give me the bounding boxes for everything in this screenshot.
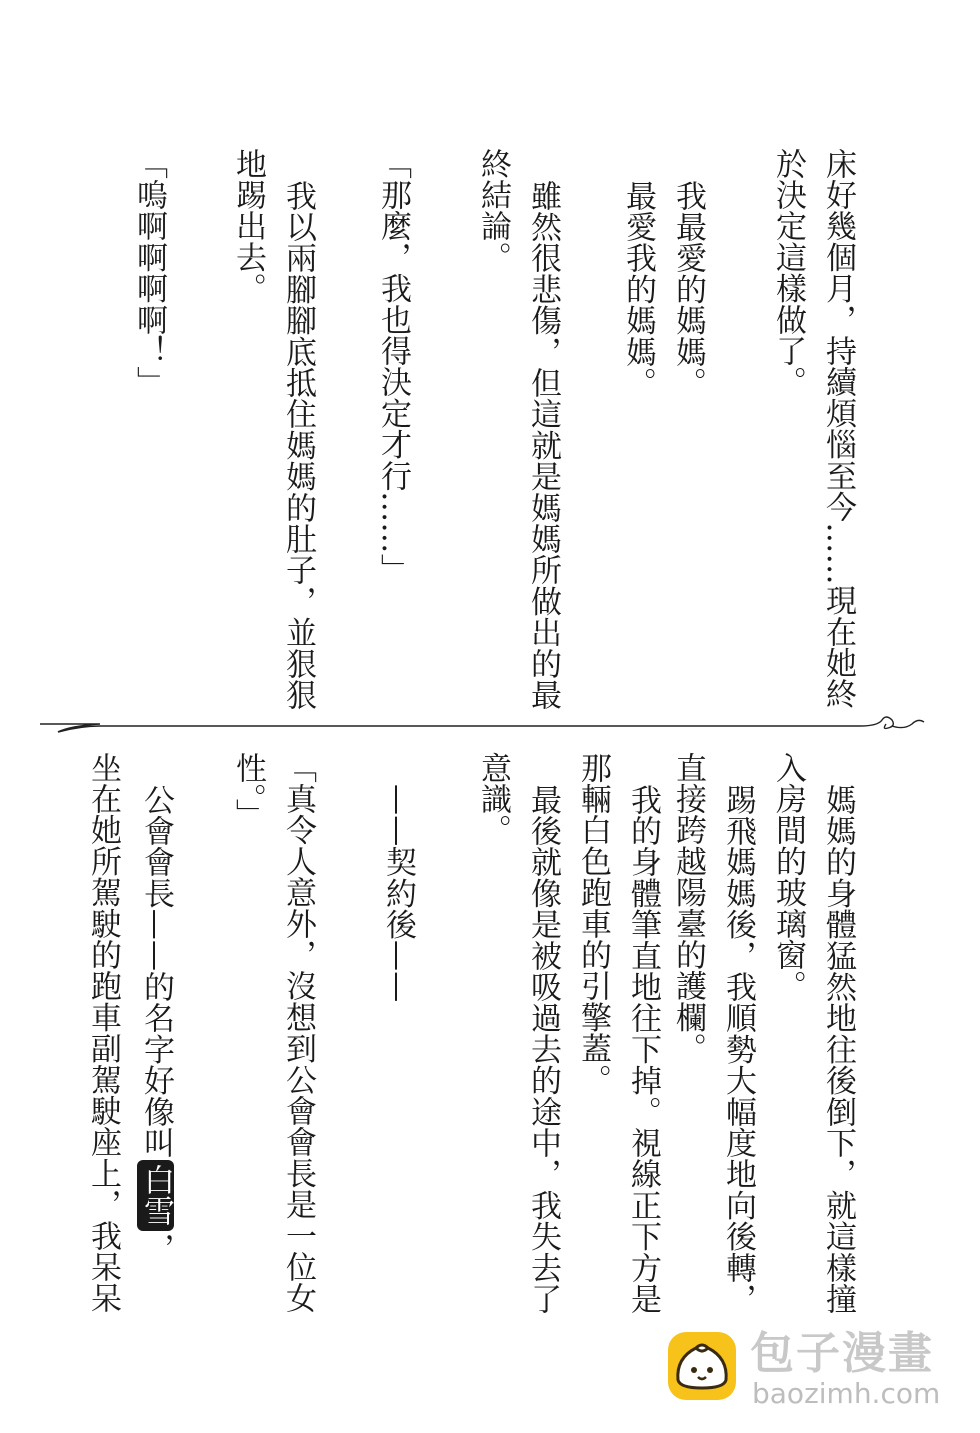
text-column: 性。」	[230, 752, 266, 831]
text-column: 雖然很悲傷，但這就是媽媽所做出的最	[525, 180, 561, 711]
text-column: 坐在她所駕駛的跑車副駕駛座上，我呆呆	[85, 752, 121, 1314]
watermark-url: baozimh.com	[752, 1377, 941, 1410]
text-column	[137, 784, 174, 1264]
bun-mascot-icon	[666, 1330, 738, 1402]
text-column: 於決定這樣做了。	[770, 148, 806, 398]
text-column: 床好幾個月，持續煩惱至今……現在她終	[820, 148, 856, 710]
text-column: 那輛白色跑車的引擎蓋。	[575, 752, 611, 1096]
text-column: 「嗚啊啊啊啊！」	[131, 148, 167, 398]
bottom-text-section	[0, 752, 980, 1315]
text-column: 最愛我的媽媽。	[620, 180, 656, 399]
text-column: 終結論。	[475, 148, 511, 273]
text-column: 地踢出去。	[230, 148, 266, 304]
section-heading: ——契約後——	[380, 784, 416, 1003]
text-segment: 公會會長——的名字好像叫	[138, 784, 174, 1159]
text-column: 直接跨越陽臺的護欄。	[670, 752, 706, 1064]
ornamental-divider	[40, 716, 930, 738]
site-watermark	[660, 1330, 960, 1410]
text-column: 我最愛的媽媽。	[670, 180, 706, 399]
text-column: 最後就像是被吸過去的途中，我失去了	[525, 784, 561, 1315]
watermark-name: 包子漫畫	[750, 1328, 934, 1379]
text-column: 「那麼，我也得決定才行……」	[375, 148, 411, 585]
text-column: 我以兩腳腳底抵住媽媽的肚子，並狠狠	[280, 180, 316, 711]
text-column: 我的身體筆直地往下掉。視線正下方是	[625, 784, 661, 1315]
text-segment: ，	[138, 1232, 174, 1265]
text-column: 意識。	[475, 752, 511, 846]
text-column: 「真令人意外，沒想到公會會長是一位女	[280, 752, 316, 1314]
name-highlight: 白雪	[137, 1160, 174, 1230]
text-column: 媽媽的身體猛然地往後倒下，就這樣撞	[820, 784, 856, 1315]
text-column: 踢飛媽媽後，我順勢大幅度地向後轉，	[720, 784, 756, 1315]
text-column: 入房間的玻璃窗。	[770, 752, 806, 1002]
top-text-section	[0, 148, 980, 711]
